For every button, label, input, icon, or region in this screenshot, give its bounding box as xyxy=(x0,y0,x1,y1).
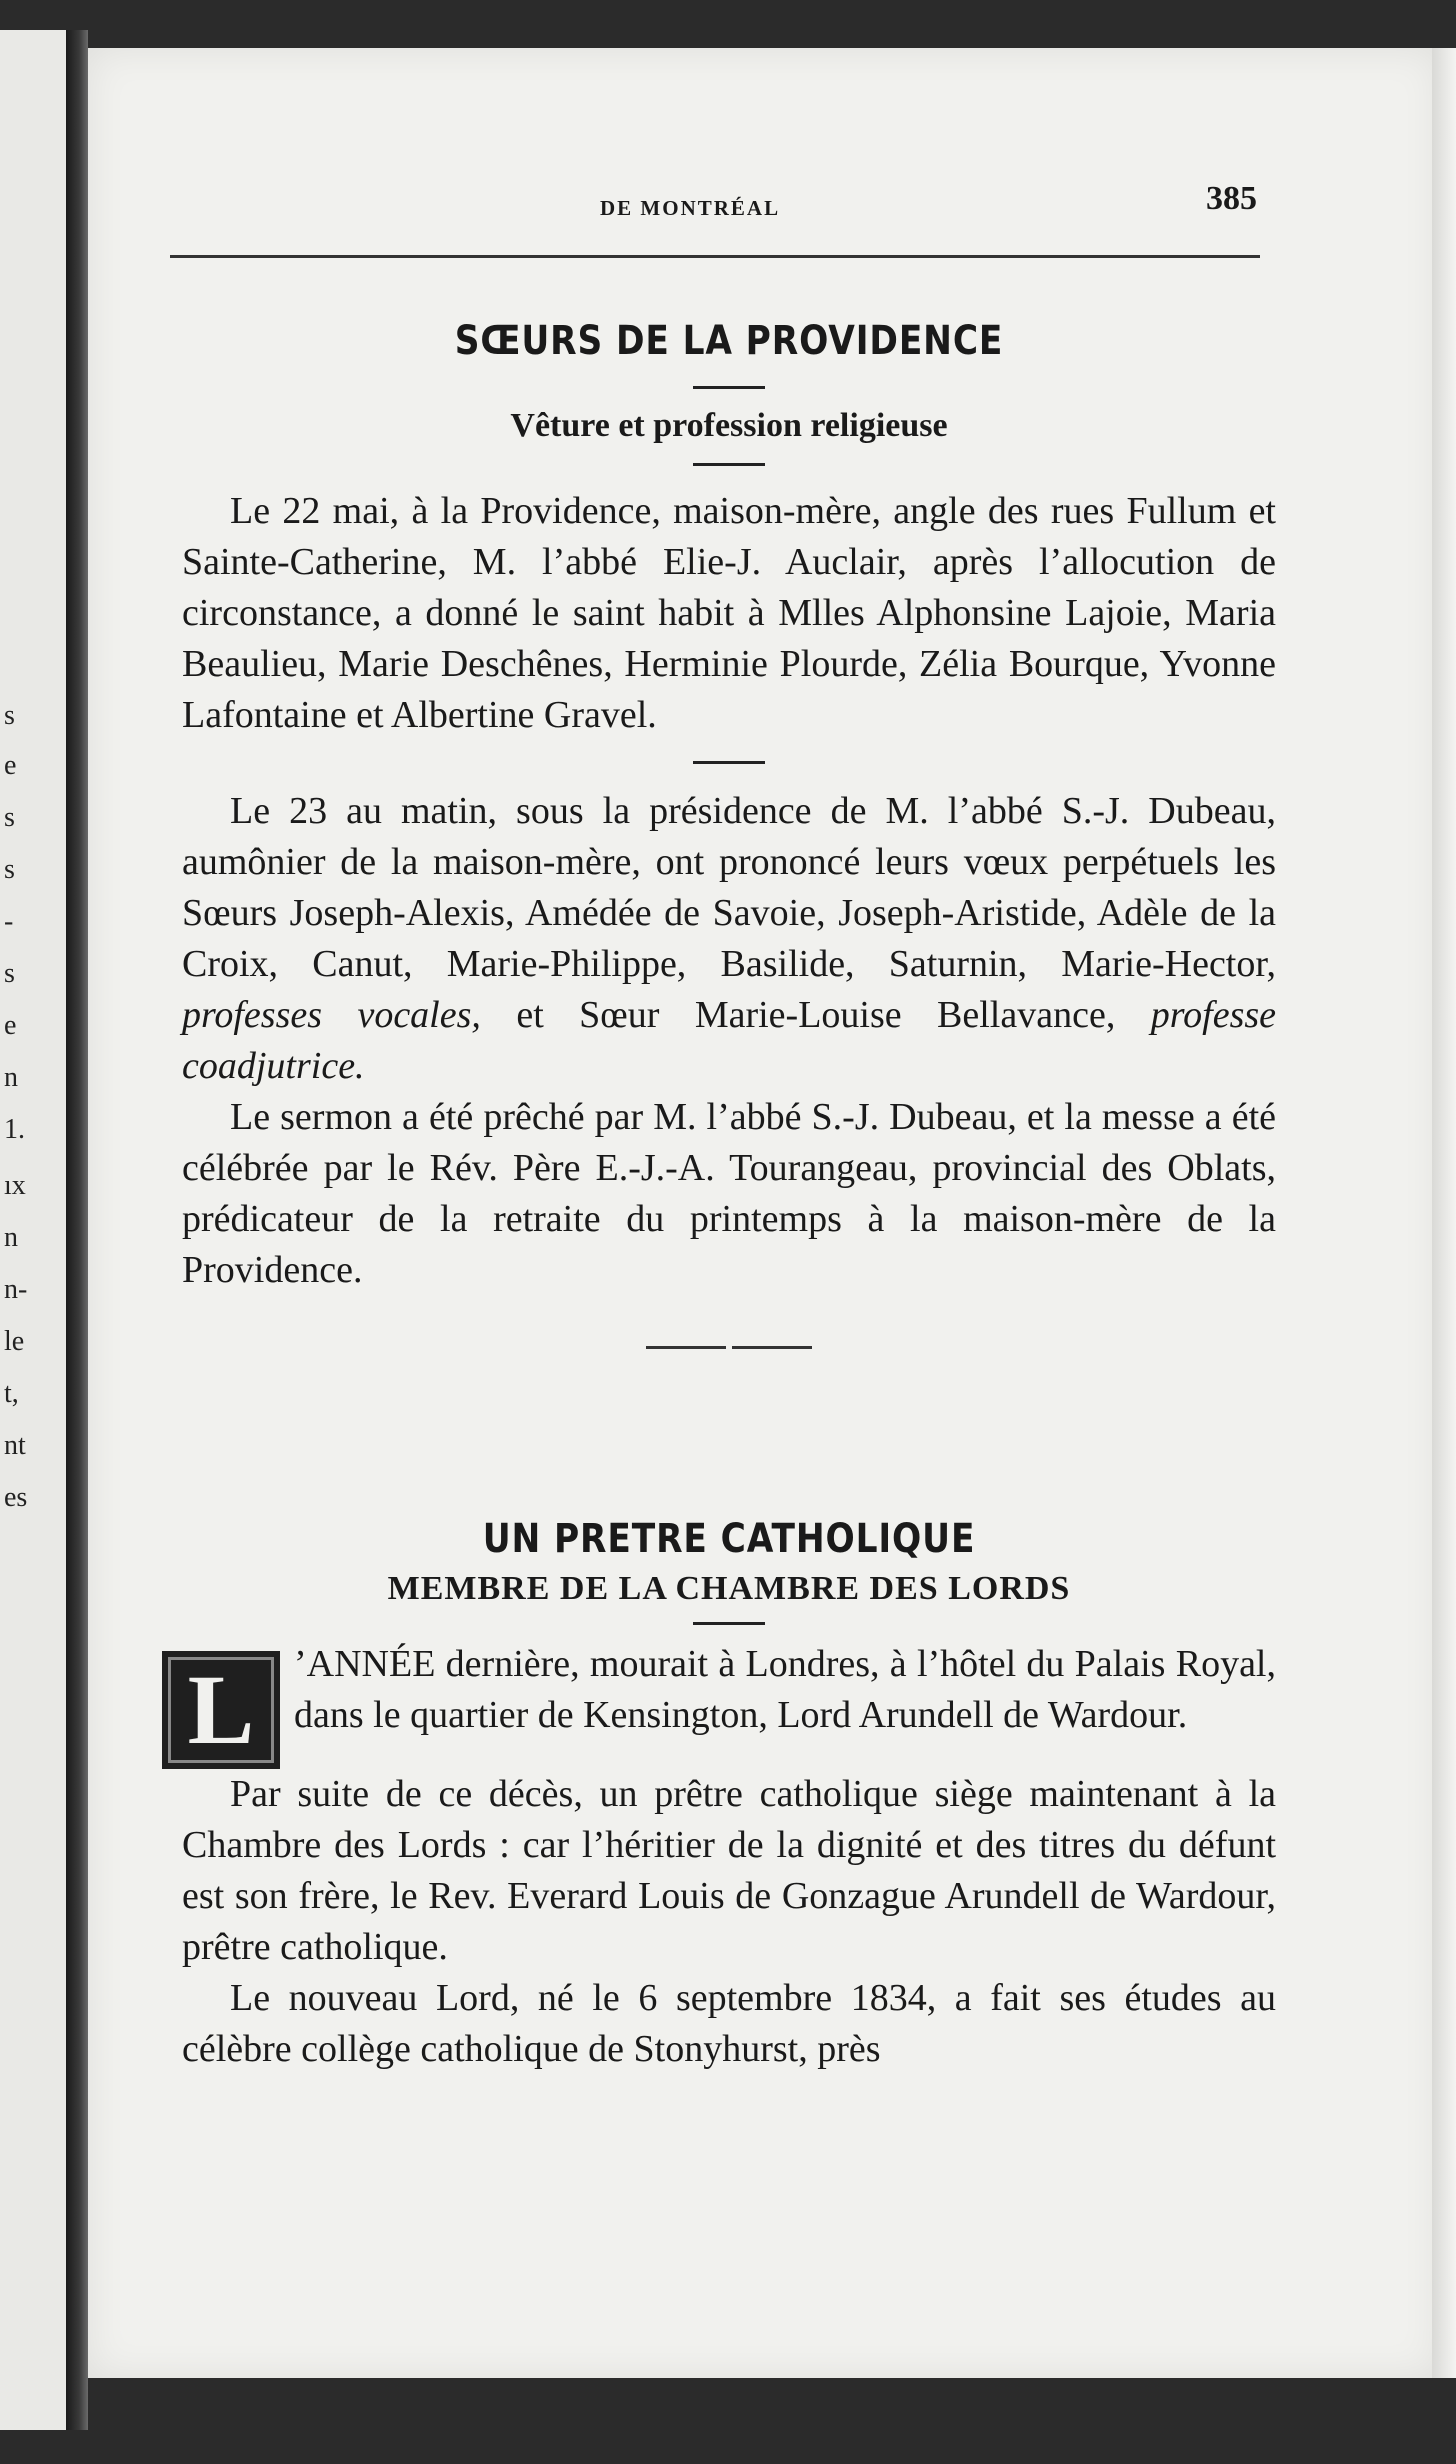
drop-cap-initial: L xyxy=(162,1651,280,1769)
paragraph-rule xyxy=(693,761,765,764)
paragraph-vows xyxy=(182,786,1276,1092)
vows-italic-vocales: professes vocales, xyxy=(182,994,481,1036)
section-providence xyxy=(182,318,1276,1349)
left-fragment: s xyxy=(4,854,15,885)
subtitle-rule xyxy=(693,463,765,466)
left-fragment: 1. xyxy=(4,1114,25,1145)
left-fragment: ıx xyxy=(4,1170,26,1201)
running-head: DE MONTRÉAL xyxy=(600,196,781,220)
section-subtitle: Vêture et profession religieuse xyxy=(510,407,948,444)
left-fragment: e xyxy=(4,750,17,781)
section-divider xyxy=(182,1346,1276,1349)
page-number: 385 xyxy=(1206,180,1257,217)
page-right-edge xyxy=(1432,48,1456,2378)
section-lords xyxy=(182,1516,1276,2075)
left-fragment: es xyxy=(4,1482,28,1513)
vows-italic-coadjutrice: professe coadjutrice. xyxy=(182,994,1277,1087)
left-fragment: s xyxy=(4,802,15,833)
paragraph-death: ’ANNÉE dernière, mourait à Londres, à l’hôtel du Palais Royal, dans le quartier de Kensington, Lord Arundell de Wardour. xyxy=(294,1643,1276,1736)
left-fragment: n xyxy=(4,1222,18,1253)
header-rule xyxy=(170,255,1260,258)
section-subtitle: MEMBRE DE LA CHAMBRE DES LORDS xyxy=(387,1570,1071,1607)
paragraph-sermon: Le sermon a été prêché par M. l’abbé S.-J. Dubeau, et la messe a été célébrée par le Rév. Père E.-J.-A. Tourangeau, provincial des Oblats, prédicateur de la retraite du printemps à la maison-mère de la Providence. xyxy=(182,1096,1276,1291)
left-fragment: s xyxy=(4,700,15,731)
vows-text: Le 23 au matin, sous la présidence de M. l’abbé S.-J. Dubeau, aumônier de la maison-mère, ont prononcé leurs vœux perpétuels les Sœurs Joseph-Alexis, Amédée de Savoie, Joseph-Aristide, Adèle de la Croix, Canut, Marie-Philippe, Basilide, Saturnin, Marie-Hector, xyxy=(182,790,1276,985)
left-fragment: t, xyxy=(4,1378,19,1409)
section-title: UN PRETRE CATHOLIQUE xyxy=(482,1516,976,1562)
vows-text-mid: et Sœur Marie-Louise Bellavance, xyxy=(516,994,1116,1036)
paragraph-new-lord: Le nouveau Lord, né le 6 septembre 1834, a fait ses études au célèbre collège catholique de Stonyhurst, près xyxy=(182,1977,1276,2070)
left-page-edge xyxy=(0,30,66,2430)
left-fragment: e xyxy=(4,1010,17,1041)
left-fragment: - xyxy=(4,906,14,937)
paragraph-successor: Par suite de ce décès, un prêtre catholique siège maintenant à la Chambre des Lords : car l’héritier de la dignité et des titres du défunt est son frère, le Rev. Everard Louis de Gonzague Arundell de Wardour, prêtre catholique. xyxy=(182,1773,1276,1968)
left-fragment: n xyxy=(4,1062,18,1093)
left-fragment: le xyxy=(4,1326,25,1357)
left-fragment: s xyxy=(4,958,15,989)
title-rule xyxy=(693,386,765,389)
left-fragment: nt xyxy=(4,1430,26,1461)
paragraph-vesture: Le 22 mai, à la Providence, maison-mère, angle des rues Fullum et Sainte-Catherine, M. l’abbé Elie-J. Auclair, après l’allocution de circonstance, a donné le saint habit à Mlles Alphonsine Lajoie, Maria Beaulieu, Marie Deschênes, Herminie Plourde, Zélia Bourque, Yvonne Lafontaine et Albertine Gravel. xyxy=(182,490,1276,736)
subtitle-rule xyxy=(693,1622,765,1625)
left-fragment: n- xyxy=(4,1274,28,1305)
section-title: SŒURS DE LA PROVIDENCE xyxy=(454,318,1004,364)
book-gutter xyxy=(66,30,88,2430)
